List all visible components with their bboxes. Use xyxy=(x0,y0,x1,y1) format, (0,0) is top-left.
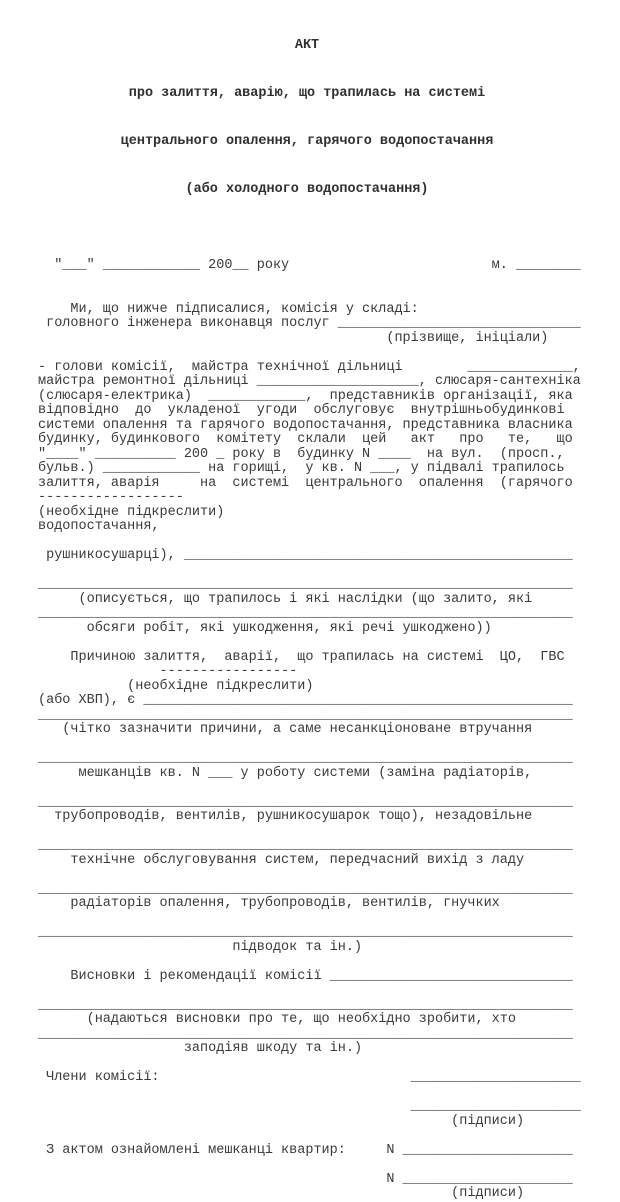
title-line: про залиття, аварію, що трапилась на системі xyxy=(128,86,486,101)
doc-line: трубопроводів, вентилів, рушникосушарок тощо), незадовільне xyxy=(38,809,533,824)
doc-line: Причиною залиття, аварії, що трапилась на системі ЦО, ГВС xyxy=(38,649,565,665)
doc-line: відповідно до укладеної угоди обслуговує внутрішньобудинкові xyxy=(38,403,565,418)
document-body xyxy=(38,230,620,1202)
doc-line: (підписи) xyxy=(38,1113,525,1129)
title-line: АКТ xyxy=(294,38,320,53)
doc-line: мешканців кв. N ___ у роботу системи (заміна радіаторів, xyxy=(38,765,533,781)
doc-line: (підписи) xyxy=(38,1186,525,1201)
doc-line xyxy=(38,738,620,753)
doc-line: (описується, що трапилось і які наслідки (що залито, які xyxy=(38,591,533,607)
doc-line: __________________________________________________________________ xyxy=(38,1026,573,1042)
doc-line: рушникосушарці), ________________________________________________ xyxy=(38,548,573,563)
doc-line: __________________________________________________________________ xyxy=(38,881,573,897)
doc-line: Ми, що нижче підписалися, комісія у складі: xyxy=(38,301,419,317)
doc-line: технічне обслуговування систем, передчасний вихід з ладу xyxy=(38,852,525,868)
doc-line: ----------------- xyxy=(38,664,298,679)
doc-line: З актом ознайомлені мешканці квартир: N _____________________ xyxy=(38,1142,573,1158)
doc-line: головного інженера виконавця послуг ______________________________ xyxy=(38,316,581,331)
doc-line: обсяги робіт, які ушкодження, які речі ушкоджено)) xyxy=(38,620,492,636)
doc-line: N _____________________ xyxy=(38,1171,573,1187)
doc-line: __________________________________________________________________ xyxy=(38,707,573,723)
doc-line xyxy=(38,288,620,303)
doc-line xyxy=(38,230,620,245)
doc-line: бульв.) ____________ на горищі, у кв. N ___, у підвалі трапилось xyxy=(38,461,565,476)
doc-line: "____" __________ 200 _ року в будинку N ____ на вул. (просп., xyxy=(38,446,565,462)
doc-line: водопостачання, xyxy=(38,519,160,534)
doc-line xyxy=(38,1129,620,1144)
doc-line xyxy=(38,274,620,289)
doc-line xyxy=(38,955,620,970)
doc-line: будинку, будинкового комітету склали цей акт про те, що xyxy=(38,432,573,447)
doc-line: майстра ремонтної дільниці ____________________, слюсаря-сантехніка xyxy=(38,374,581,389)
doc-line xyxy=(38,912,620,927)
doc-line: Висновки і рекомендації комісії ______________________________ xyxy=(38,968,573,984)
doc-line xyxy=(38,564,620,579)
document-title xyxy=(38,6,576,230)
title-line: центрального опалення, гарячого водопостачання xyxy=(120,134,494,149)
doc-line: __________________________________________________________________ xyxy=(38,751,573,766)
doc-line xyxy=(38,346,620,361)
doc-line xyxy=(38,825,620,840)
doc-line: __________________________________________________________________ xyxy=(38,577,573,592)
title-line: (або холодного водопостачання) xyxy=(185,182,429,197)
doc-line xyxy=(38,636,620,651)
doc-line: радіаторів опалення, трубопроводів, вентилів, гнучких xyxy=(38,896,500,911)
doc-line xyxy=(38,1158,620,1173)
doc-line: __________________________________________________________________ xyxy=(38,997,573,1013)
doc-line xyxy=(38,1057,620,1072)
doc-line: (слюсаря-електрика) ____________, представників організації, яка xyxy=(38,388,573,404)
doc-line: залиття, аварія на системі центрального опалення (гарячого xyxy=(38,475,573,491)
doc-line: _____________________ xyxy=(38,1099,581,1114)
doc-line: (чітко зазначити причини, а саме несанкціоноване втручання xyxy=(38,722,533,737)
doc-line: - голови комісії, майстра технічної дільниці _____________, xyxy=(38,359,581,375)
doc-line: заподіяв шкоду та ін.) xyxy=(38,1041,363,1056)
doc-line: Члени комісії: _____________________ xyxy=(38,1070,581,1085)
doc-line: ------------------ xyxy=(38,490,184,505)
doc-line: __________________________________________________________________ xyxy=(38,925,573,940)
doc-line: __________________________________________________________________ xyxy=(38,606,573,621)
doc-line: системи опалення та гарячого водопостачання, представника власника xyxy=(38,417,573,433)
document-page xyxy=(0,6,620,1201)
doc-line xyxy=(38,781,620,796)
doc-line: (надаються висновки про те, що необхідно зробити, хто xyxy=(38,1012,516,1027)
doc-line xyxy=(38,1086,620,1101)
doc-line xyxy=(38,868,620,883)
doc-line: "___" ____________ 200__ року м. ________ xyxy=(38,258,581,273)
doc-line xyxy=(38,245,620,260)
doc-line: (прізвище, ініціали) xyxy=(38,330,549,346)
doc-line: підводок та ін.) xyxy=(38,939,363,955)
doc-line: (необхідне підкреслити) xyxy=(38,678,314,694)
doc-line xyxy=(38,535,620,550)
doc-line: (або ХВП), є _____________________________________________________ xyxy=(38,693,573,708)
doc-line xyxy=(38,984,620,999)
doc-line: __________________________________________________________________ xyxy=(38,838,573,853)
doc-line: (необхідне підкреслити) xyxy=(38,504,225,520)
doc-line: __________________________________________________________________ xyxy=(38,794,573,810)
